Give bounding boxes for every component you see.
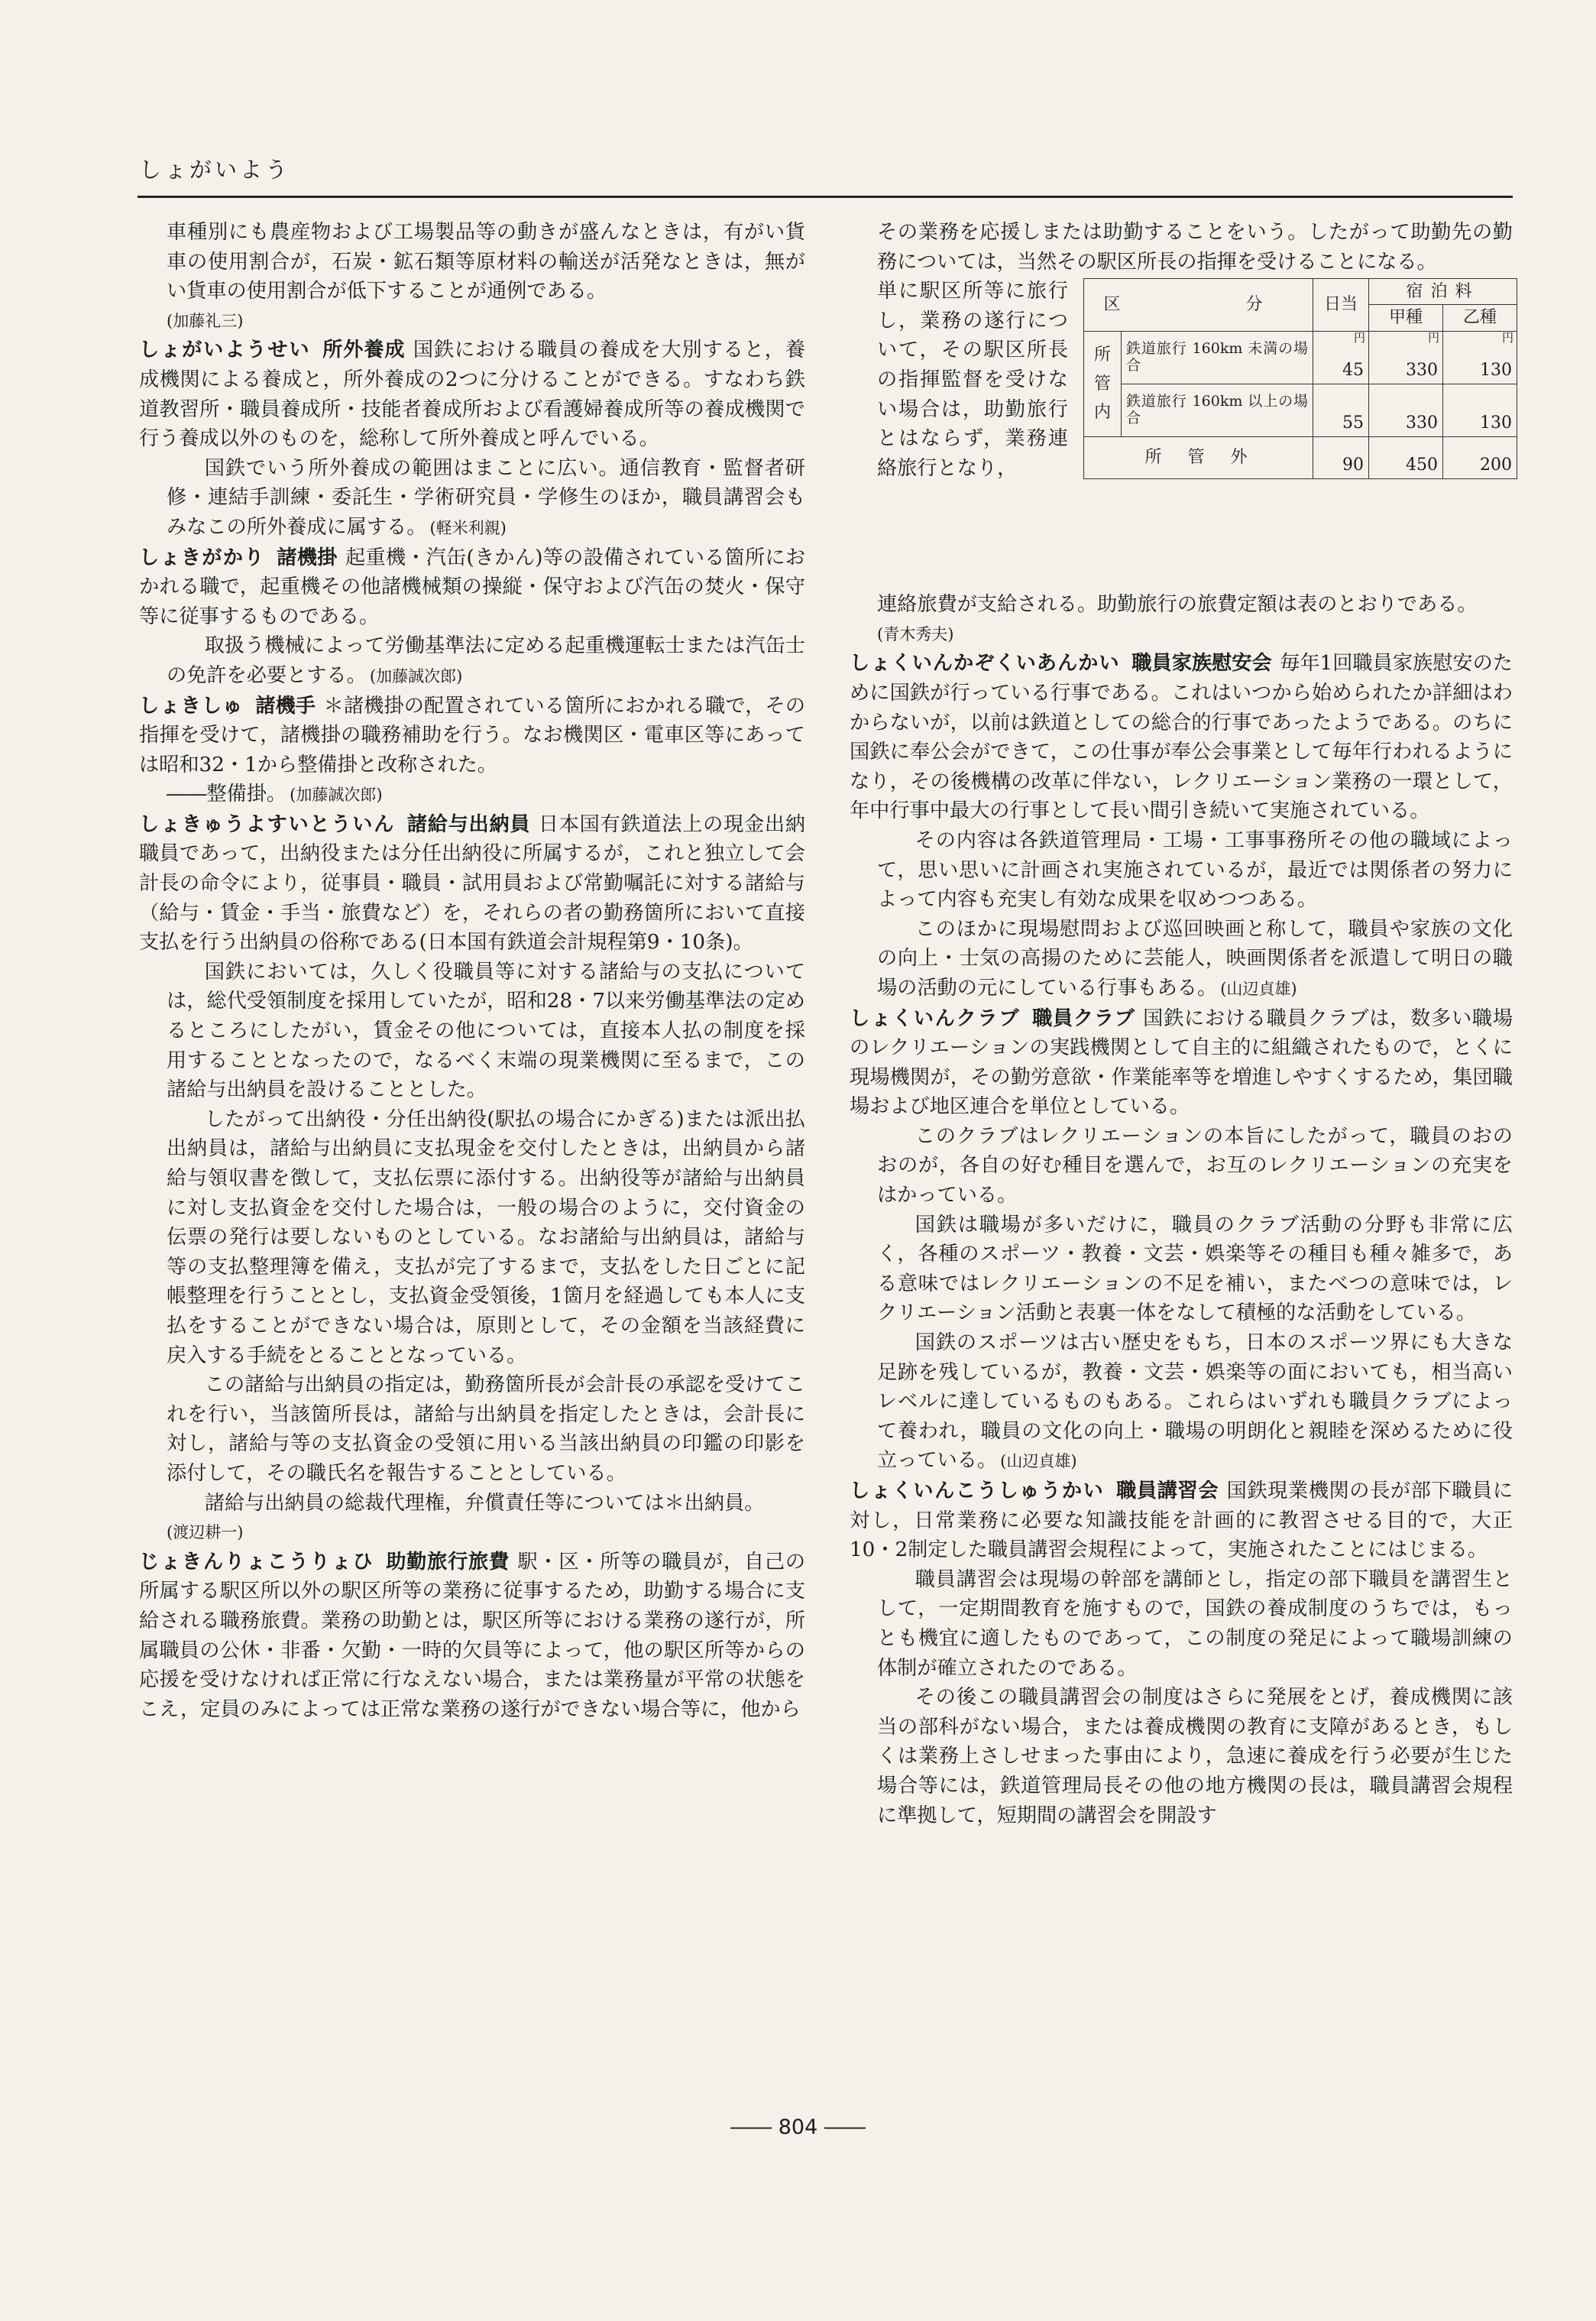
- entry-headword: 所外養成: [322, 339, 406, 362]
- table-group-label: 所管内: [1084, 331, 1122, 436]
- table-header-class-b: 乙種: [1443, 305, 1517, 331]
- entry-reading: しょくいんクラブ: [850, 1007, 1021, 1030]
- intro-paragraph: 車種別にも農産物および工場製品等の動きが盛んなときは，有がい貨車の使用割合が，石炭・鉱石類等原材料の輸送が活発なときは，無がい貨車の使用割合が低下することが通例である。: [167, 221, 805, 303]
- table-header-category: 区 分: [1084, 279, 1313, 332]
- entry-shokuinclub: しょくいんクラブ 職員クラブ 国鉄における職員クラブは，数多い職場のレクリエーションの実践機関として自主的に組織されたもので，とくに現場機関が，その勤労意欲・作業能率等を増進しやすくするため，集団職場および地区連合を単位としている。: [850, 1007, 1513, 1119]
- entry-author: (山辺貞雄): [1000, 1452, 1077, 1471]
- table-cell: 円 130: [1443, 331, 1517, 384]
- entry-paragraph: 国鉄においては，久しく役職員等に対する諸給与の支払については，総代受領制度を採用していたが，昭和28・7以来労働基準法の定めるところにしたがい，賃金その他については，直接本人払の制度を採用することとなったので，なるべく末端の現業機関に至るまで，この諸給与出納員を設けることとした。: [167, 960, 805, 1102]
- entry-reading: しょきゅうよすいとういん: [139, 812, 396, 836]
- entry-paragraph: 諸給与出納員の総裁代理権，弁償責任等については＊出納員。: [204, 1491, 765, 1515]
- entry-paragraph: その内容は各鉄道管理局・工場・工事事務所その他の職域によって，思い思いに計画され実施されているが，最近では関係者の努力によって内容も充実し有効な成果を収めつつある。: [877, 828, 1513, 912]
- table-row: [1084, 331, 1517, 384]
- table-row: [1084, 436, 1517, 478]
- entry-headword: 助勤旅行旅費: [386, 1550, 510, 1574]
- continued-paragraph: その業務を応援しまたは助勤することをいう。したがって助勤先の勤務については，当然その駅区所長の指揮を受けることになる。: [877, 221, 1513, 274]
- entry-shokuinkoushuukai: しょくいんこうしゅうかい 職員講習会 国鉄現業機関の長が部下職員に対し，日常業務に必要な知識技能を計画的に教習させる目的で，大正10・2制定した職員講習会規程によって，実施されたことにはじまる。: [850, 1480, 1513, 1562]
- entry-author: (渡辺耕一): [167, 1523, 244, 1542]
- entry-reading: しょきしゅ: [139, 694, 244, 718]
- entry-author: (青木秀夫): [877, 624, 954, 643]
- entry-jokinryokouryohi: じょきんりょこうりょひ 助勤旅行旅費 駅・区・所等の職員が，自己の所属する駅区所以外の駅区所等の業務に従事するため，助勤する場合に支給される職務旅費。業務の助勤とは，駅区所等における業務の遂行が，所属職員の公休・非番・欠勤・一時的欠員等によって，他の駅区所等からの応援を受けなければ正常に行なえない場合，または業務量が平常の状態をこえ，定員のみによっては正常な業務の遂行ができない場合等に，他から: [139, 1550, 806, 1721]
- table-cell: 円 330: [1369, 331, 1443, 384]
- entry-paragraph: ――整備掛。 (加藤誠次郎): [167, 783, 383, 806]
- entry-reading: しょくいんかぞくいあんかい: [850, 652, 1120, 676]
- page-number: ―― 804 ――: [730, 2115, 866, 2139]
- entry-author: (軽米利親): [429, 518, 507, 537]
- entry-reading: しょがいようせい: [139, 339, 311, 362]
- table-cell: 330: [1369, 384, 1443, 436]
- travel-fare-table: [1083, 278, 1517, 479]
- entry-paragraph: この諸給与出納員の指定は，勤務箇所長が会計長の承認を受けてこれを行い，当該箇所長は，諸給与出納員を指定したときは，会計長に対し，諸給与等の支払資金の受領に用いる当該出納員の印鑑の印影を添付して，その職氏名を報告することとしている。: [167, 1373, 805, 1485]
- entry-paragraph: 国鉄でいう所外養成の範囲はまことに広い。通信教育・監督者研修・連結手訓練・委託生・学術研究員・学修生のほか，職員講習会もみなこの所外養成に属する。 (軽米利親): [167, 456, 805, 539]
- table-cell: 55: [1313, 384, 1369, 436]
- entry-author: (加藤誠次郎): [369, 666, 463, 686]
- table-header-class-a: 甲種: [1369, 305, 1443, 331]
- entry-paragraph: このほかに現場慰問および巡回映画と称して，職員や家族の文化の向上・士気の高揚のために芸能人，映画関係者を派遣して明日の職場の活動の元にしている行事もある。 (山辺貞雄): [877, 917, 1513, 1000]
- table-cell: 450: [1369, 436, 1443, 478]
- entry-shokishu: しょきしゅ 諸機手 ＊諸機掛の配置されている箇所におかれる職で，その指揮を受けて，諸機掛の職務補助を行う。なお機関区・電車区等にあっては昭和32・1から整備掛と改称された。: [139, 694, 806, 776]
- entry-paragraph: その後この職員講習会の制度はさらに発展をとげ，養成機関に該当の部科がない場合，または養成機関の教育に支障があるとき，もしくは業務上さしせまった事由により，急速に養成を行う必要が生じた場合等には，鉄道管理局長その他の地方機関の長は，職員講習会規程に準拠して，短期間の講習会を開設す: [877, 1686, 1513, 1827]
- entry-headword: 職員クラブ: [1032, 1007, 1135, 1030]
- table-row-label: 鉄道旅行 160km 未満の場合: [1122, 331, 1313, 384]
- table-cell: 円 45: [1313, 331, 1369, 384]
- left-column: [139, 218, 805, 1724]
- entry-reading: しょくいんこうしゅうかい: [850, 1480, 1105, 1502]
- right-column: [850, 218, 1513, 1830]
- entry-author: (加藤誠次郎): [290, 786, 383, 805]
- entry-shogaiyousei: しょがいようせい 所外養成 国鉄における職員の養成を大別すると，養成機関による養成と，所外養成の2つに分けることができる。すなわち鉄道教習所・職員養成所・技能者養成所および看護婦養成所等の養成機関で行う養成以外のものを，総称して所外養成と呼んでいる。: [139, 339, 806, 451]
- running-head: しょがいよう: [139, 157, 291, 183]
- table-row-label: 所 管 外: [1084, 436, 1313, 478]
- wrapped-paragraph: 単に駅区所等に旅行し，業務の遂行について，その駅区所長の指揮監督を受けない場合は，助勤旅行とはならず，業務連絡旅行となり，: [877, 280, 1068, 480]
- entry-paragraph: 取扱う機械によって労働基準法に定める起重機運転士または汽缶士の免許を必要とする。 (加藤誠次郎): [167, 634, 805, 687]
- intro-author: (加藤礼三): [167, 311, 244, 330]
- continued-paragraph: 連絡旅費が支給される。助勤旅行の旅費定額は表のとおりである。: [877, 593, 1478, 617]
- entry-paragraph: したがって出納役・分任出納役(駅払の場合にかぎる)または派出払出納員は，諸給与出納員に支払現金を交付したときは，出納員から諸給与領収書を徴して，支払伝票に添付する。出納役等が諸給与出納員に対し支払資金を交付した場合は，一般の場合のように，交付資金の伝票の発行は要しないものとしている。なお諸給与出納員は，諸給与等の支払整理簿を備え，支払が完了するまで，支払をした日ごとに記帳整理を行うこととし，支払資金受領後，1箇月を経過しても本人に支払をすることができない場合は，原則として，その金額を当該経費に戻入する手続をとることとなっている。: [167, 1107, 805, 1367]
- entry-paragraph: このクラブはレクリエーションの本旨にしたがって，職員のおのおのが，各自の好む種目を選んで，お互のレクリエーションの充実をはかっている。: [877, 1124, 1513, 1208]
- entry-paragraph: 国鉄のスポーツは古い歴史をもち，日本のスポーツ界にも大きな足跡を残しているが，教養・文芸・娯楽等の面においても，相当高いレベルに達しているものもある。これらはいずれも職員クラブによって養われ，職員の文化の向上・職場の明朗化と親睦を深めるために役立っている。 (山辺貞雄): [877, 1331, 1513, 1473]
- entry-headword: 職員家族慰安会: [1131, 652, 1272, 676]
- entry-shokigakari: しょきがかり 諸機掛 起重機・汽缶(きかん)等の設備されている箇所におかれる職で，起重機その他諸機械類の操縦・保守および汽缶の焚火・保守等に従事するものである。: [139, 546, 806, 628]
- header-rule: [138, 196, 1513, 198]
- table-header-daily: 日当: [1313, 279, 1369, 332]
- table-row: [1084, 384, 1517, 436]
- entry-headword: 職員講習会: [1116, 1480, 1219, 1502]
- entry-paragraph: 国鉄は職場が多いだけに，職員のクラブ活動の分野も非常に広く，各種のスポーツ・教養・文芸・娯楽等その種目も種々雑多で，ある意味ではレクリエーションの不足を補い，またべつの意味では，レクリエーション活動と表裏一体をなして積極的な活動をしている。: [877, 1213, 1513, 1325]
- table-row-label: 鉄道旅行 160km 以上の場合: [1122, 384, 1313, 436]
- table-header-lodging: 宿泊料: [1369, 279, 1517, 305]
- entry-shokyuyosuitouin: しょきゅうよすいとういん 諸給与出納員 日本国有鉄道法上の現金出納職員であって，出納役または分任出納役に所属するが，これと独立して会計長の命令により，従事員・職員・試用員および常勤嘱託に対する諸給与（給与・賃金・手当・旅費など）を，それらの者の勤務箇所において直接支払を行う出納員の俗称である(日本国有鉄道会計規程第9・10条)。: [139, 812, 806, 955]
- entry-headword: 諸給与出納員: [406, 812, 531, 836]
- entry-reading: じょきんりょこうりょひ: [139, 1550, 374, 1574]
- table-cell: 200: [1443, 436, 1517, 478]
- entry-paragraph: 職員講習会は現場の幹部を講師とし，指定の部下職員を講習生として，一定期間教育を施すもので，国鉄の養成制度のうちでは，もっとも機宜に適したものであって，この制度の発足によって職場訓練の体制が確立されたのである。: [877, 1567, 1513, 1680]
- entry-author: (山辺貞雄): [1220, 979, 1297, 998]
- table-cell: 130: [1443, 384, 1517, 436]
- entry-shokuinkazokuianka: しょくいんかぞくいあんかい 職員家族慰安会 毎年1回職員家族慰安のために国鉄が行っている行事である。これはいつから始められたか詳細はわからないが，以前は鉄道としての総合的行事であったようである。のちに国鉄に奉公会ができて，この仕事が奉公会事業として毎年行われるようになり，その後機構の改革に伴ない，レクリエーション業務の一環として，年中行事中最大の行事として長い間引き続いて実施されている。: [850, 652, 1513, 823]
- table-wrap: [850, 277, 1513, 590]
- table-cell: 90: [1313, 436, 1369, 478]
- entry-headword: 諸機手: [255, 694, 316, 718]
- entry-headword: 諸機掛: [277, 546, 338, 569]
- entry-reading: しょきがかり: [139, 546, 265, 569]
